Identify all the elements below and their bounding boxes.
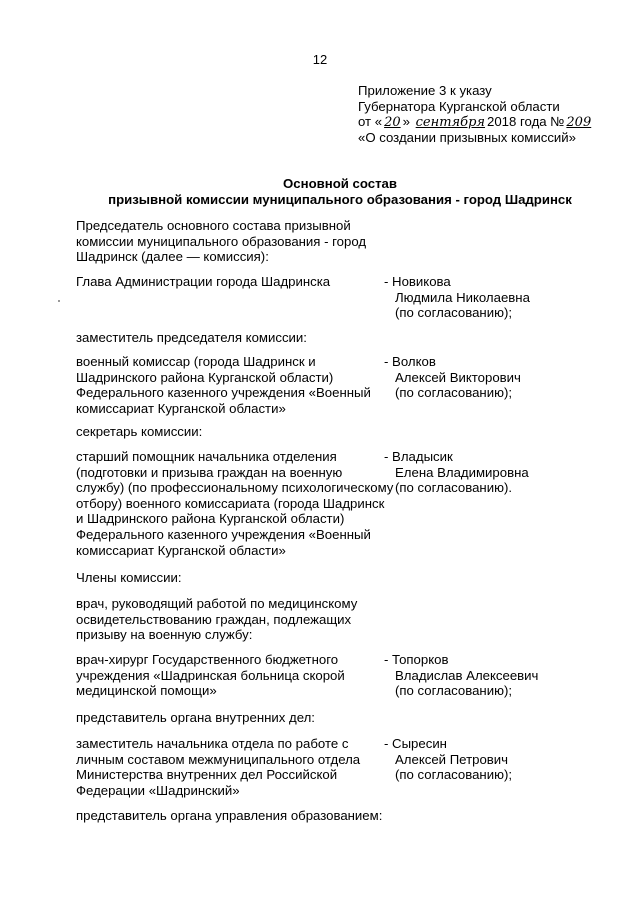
text-line: Федерального казенного учреждения «Военный [76, 526, 371, 542]
text-block [76, 808, 383, 824]
text-line: Людмила Николаевна [384, 289, 530, 305]
text-line: Федерации «Шадринский» [76, 782, 240, 798]
person-text [384, 354, 604, 401]
date-prefix: от « [358, 114, 383, 130]
position-text [76, 652, 376, 699]
text-line: заместитель председателя комиссии: [76, 330, 307, 345]
text-block [76, 330, 376, 346]
text-line: (по согласованию); [384, 683, 513, 699]
text-line: комиссариат Курганской области» [76, 542, 286, 558]
appendix-line: Приложение 3 к указу [358, 83, 492, 98]
person-text [384, 736, 604, 783]
text-line: представитель органа управления образованием: [76, 808, 383, 823]
text-line: представитель органа внутренних дел: [76, 710, 315, 725]
text-line: призыву на военную службу: [76, 627, 253, 643]
text-line: секретарь комиссии: [76, 424, 203, 439]
text-line: - Волков [384, 354, 436, 369]
text-line: военный комиссар (города Шадринск и [76, 354, 316, 369]
text-line: Шадринск (далее — комиссия): [76, 249, 269, 265]
text-line: комиссариат Курганской области» [76, 400, 286, 416]
text-line: - Новикова [384, 274, 451, 289]
handwritten-number: 209 [566, 115, 592, 131]
text-line: заместитель начальника отдела по работе с [76, 736, 349, 751]
text-line: Елена Владимировна [384, 464, 529, 480]
text-line: (по согласованию); [384, 767, 513, 783]
text-line: (по согласованию); [384, 385, 513, 401]
text-line: Члены комиссии: [76, 570, 182, 585]
handwritten-day: 20 [384, 115, 401, 131]
title-line: Основной состав [283, 176, 397, 191]
text-line: врач-хирург Государственного бюджетного [76, 652, 339, 667]
text-line: личным составом межмуниципального отдела [76, 751, 361, 767]
text-block [76, 596, 376, 643]
position-text [76, 736, 376, 798]
handwritten-month: сентября [415, 115, 485, 131]
person-text [384, 274, 604, 321]
text-line: Глава Администрации города Шадринска [76, 274, 331, 289]
text-line: отбору) военного комиссариата (города Шадринск [76, 495, 385, 511]
appendix-line: «О создании призывных комиссий» [358, 129, 576, 145]
document-title [0, 176, 640, 207]
scan-speck [58, 300, 60, 302]
person-text [384, 652, 604, 699]
position-text [76, 354, 376, 416]
date-mid: » [402, 114, 410, 130]
text-line: - Сыресин [384, 736, 447, 751]
position-text [76, 449, 394, 558]
text-line: Федерального казенного учреждения «Военный [76, 385, 371, 401]
text-line: - Владысик [384, 449, 453, 464]
text-line: службу) (по профессиональному психологическому [76, 480, 394, 496]
text-line: Председатель основного состава призывной [76, 218, 351, 233]
year-text: 2018 года № [487, 114, 565, 130]
text-line: учреждения «Шадринская больница скорой [76, 667, 345, 683]
text-line: (подготовки и призыва граждан на военную [76, 464, 343, 480]
page-number: 12 [312, 52, 328, 67]
appendix-line: Губернатора Курганской области [358, 98, 560, 114]
text-line: освидетельствованию граждан, подлежащих [76, 611, 352, 627]
text-block [76, 424, 376, 440]
position-text [76, 274, 376, 290]
text-line: комиссии муниципального образования - город [76, 233, 367, 249]
text-line: Алексей Петрович [384, 751, 509, 767]
text-block [76, 710, 376, 726]
text-line: Алексей Викторович [384, 369, 521, 385]
text-line: и Шадринского района Курганской области) [76, 511, 345, 527]
text-line: медицинской помощи» [76, 683, 217, 699]
text-line: Владислав Алексеевич [384, 667, 539, 683]
appendix-block [358, 83, 628, 145]
appendix-date-line [358, 114, 628, 130]
text-line: врач, руководящий работой по медицинскому [76, 596, 358, 611]
person-text [384, 449, 604, 496]
text-line: (по согласованию). [384, 480, 513, 496]
title-line: призывной комиссии муниципального образования - город Шадринск [108, 191, 572, 207]
text-line: старший помощник начальника отделения [76, 449, 337, 464]
text-line: Министерства внутренних дел Российской [76, 767, 338, 783]
text-line: Шадринского района Курганской области) [76, 369, 334, 385]
text-line: - Топорков [384, 652, 449, 667]
text-line: (по согласованию); [384, 305, 513, 321]
text-block [76, 218, 376, 265]
text-block [76, 570, 376, 586]
